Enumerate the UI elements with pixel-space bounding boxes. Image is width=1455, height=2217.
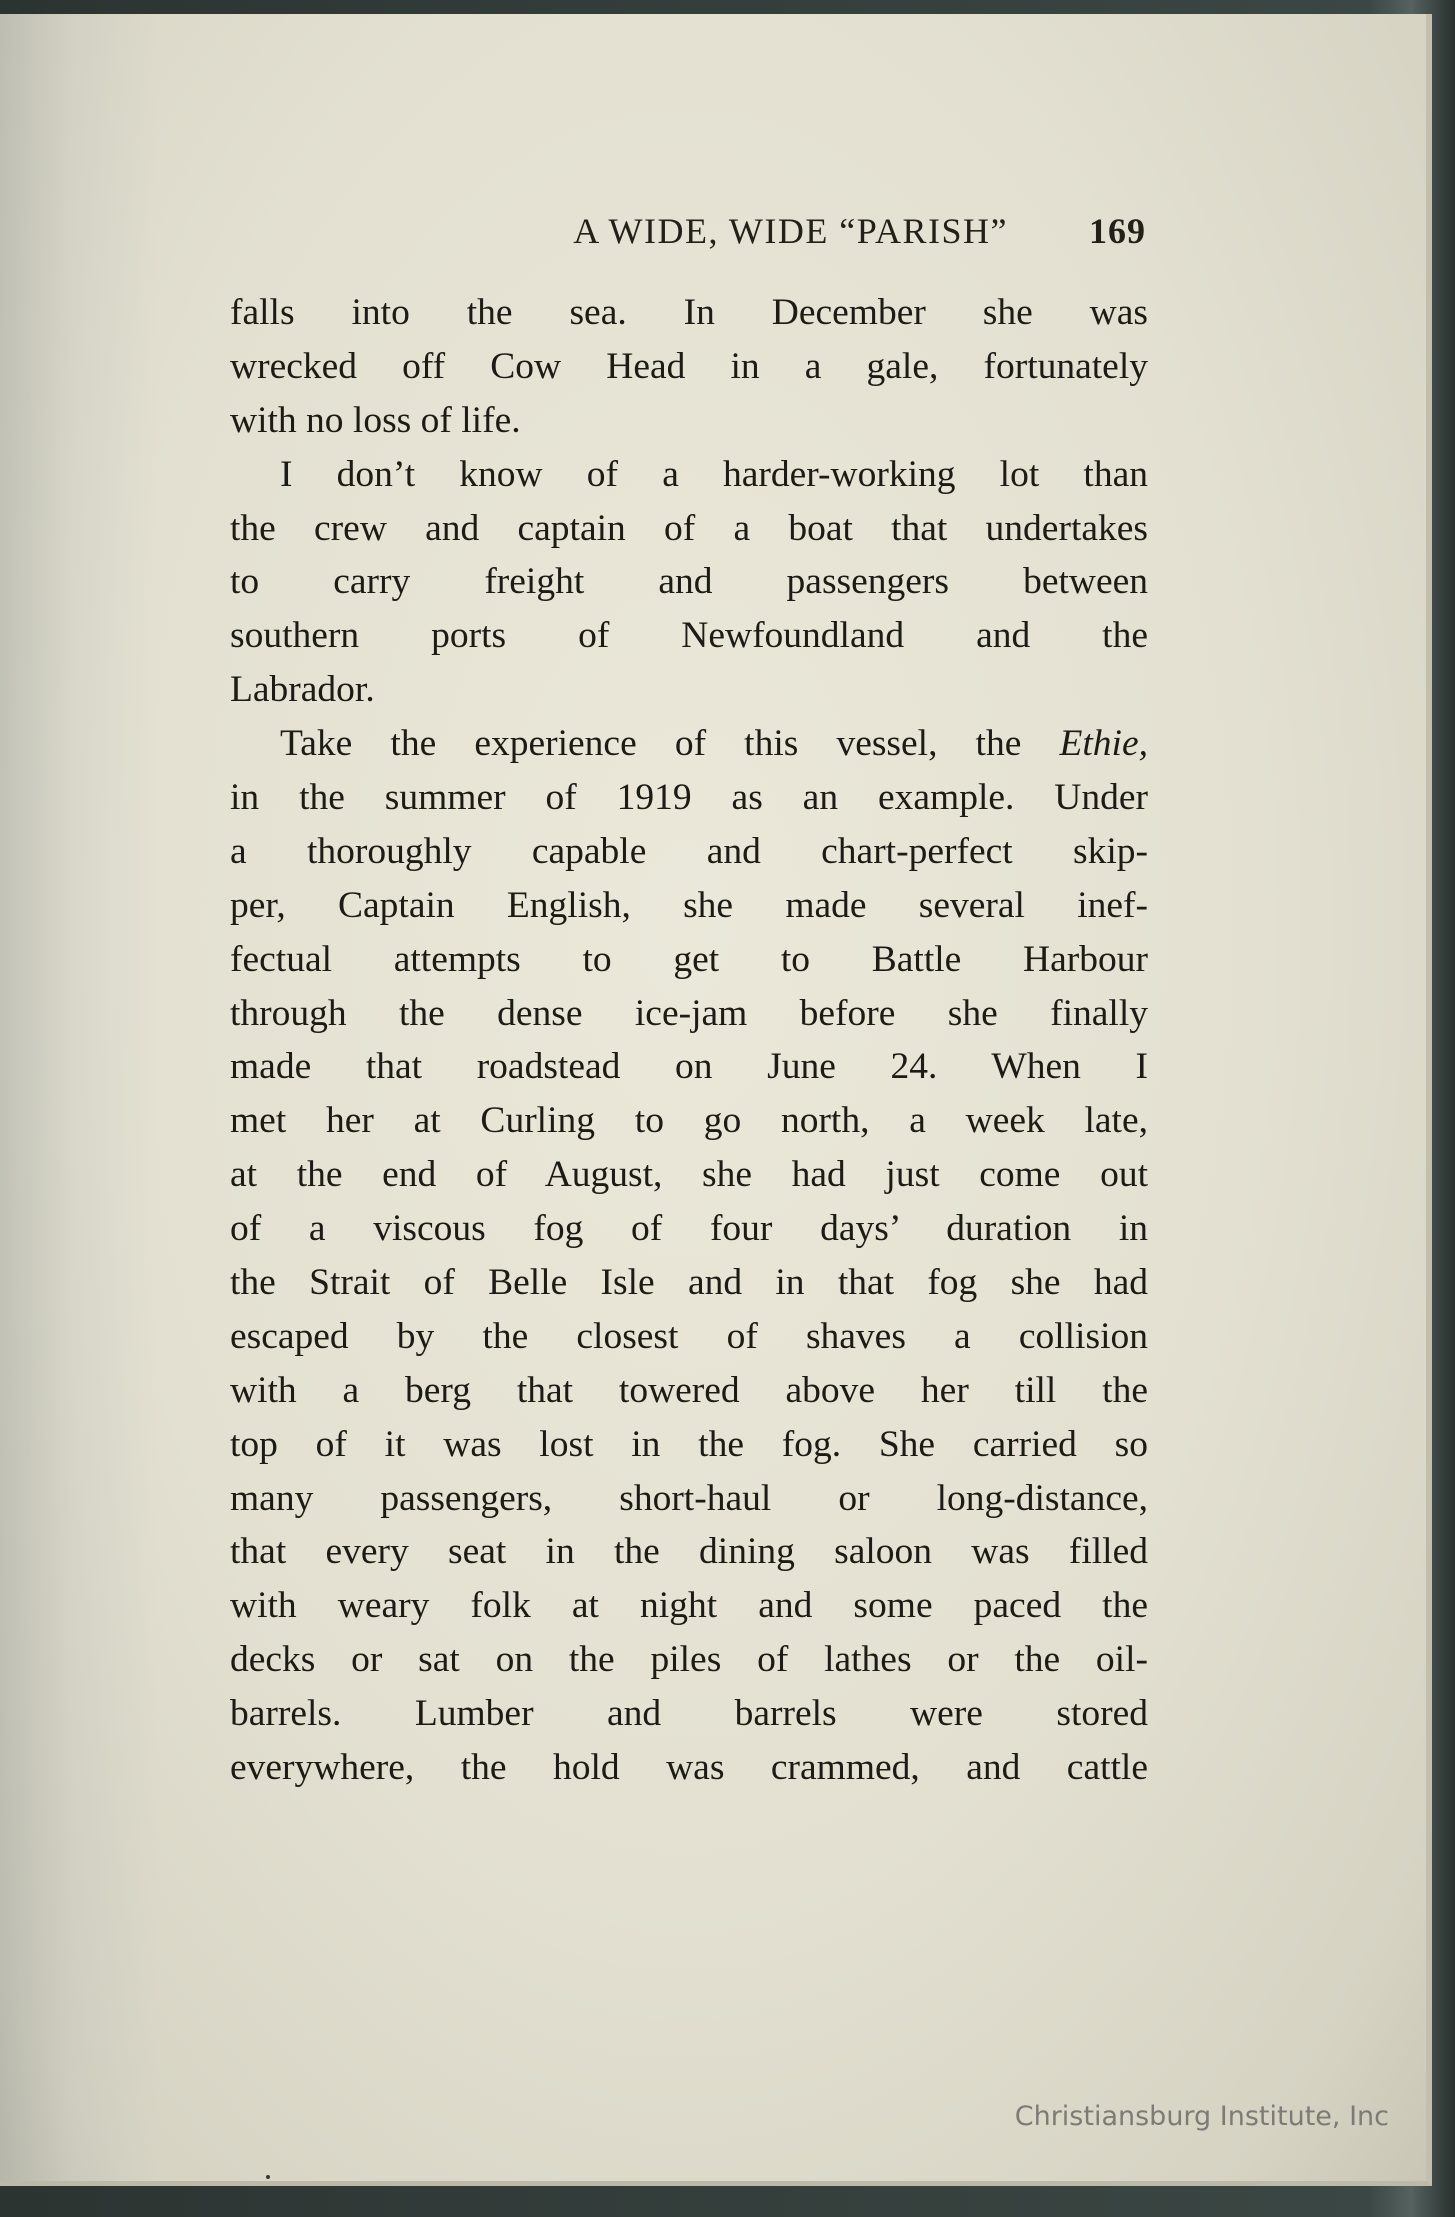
text-line: many passengers, short-haul or long-distance, <box>230 1477 1148 1519</box>
text-line: falls into the sea. In December she was <box>230 292 1148 333</box>
text-line: with a berg that towered above her till the <box>230 1369 1148 1411</box>
text-line: the Strait of Belle Isle and in that fog she had <box>230 1262 1148 1304</box>
watermark: Christiansburg Institute, Inc <box>1014 2101 1389 2132</box>
text-line: decks or sat on the piles of lathes or the oil- <box>230 1639 1148 1681</box>
text-line: barrels. Lumber and barrels were stored <box>230 1693 1148 1735</box>
text-line: through the dense ice-jam before she finally <box>230 992 1148 1034</box>
book-page <box>0 14 1432 2186</box>
text-line <box>230 717 1148 771</box>
page-number: 169 <box>1089 211 1146 251</box>
text-line: at the end of August, she had just come out <box>230 1154 1148 1196</box>
text-line: made that roadstead on June 24. When I <box>230 1046 1148 1088</box>
text-line: fectual attempts to get to Battle Harbour <box>230 938 1148 980</box>
running-head <box>230 200 1148 260</box>
text-line: Labrador. <box>230 669 375 711</box>
text-line: the crew and captain of a boat that undertakes <box>230 507 1148 549</box>
text-line: southern ports of Newfoundland and the <box>230 615 1148 657</box>
text-segment: Take the experience of this vessel, the <box>280 723 1022 765</box>
text-line: I don’t know of a harder-working lot than <box>280 453 1148 495</box>
text-line: of a viscous fog of four days’ duration in <box>230 1208 1148 1250</box>
ship-name-italic: Ethie, <box>1059 723 1148 765</box>
text-line: in the summer of 1919 as an example. Under <box>230 777 1148 819</box>
text-line: a thoroughly capable and chart-perfect skip- <box>230 830 1148 872</box>
body-text <box>230 286 1148 1795</box>
running-title: A WIDE, WIDE “PARISH” <box>573 211 1008 251</box>
text-line: top of it was lost in the fog. She carried so <box>230 1423 1148 1465</box>
text-line: escaped by the closest of shaves a collision <box>230 1315 1148 1357</box>
text-line: with no loss of life. <box>230 399 521 441</box>
text-line: everywhere, the hold was crammed, and cattle <box>230 1747 1148 1789</box>
text-line: to carry freight and passengers between <box>230 561 1148 603</box>
gutter-shadow <box>0 14 160 2181</box>
paper-speck <box>266 2175 270 2179</box>
text-line: that every seat in the dining saloon was filled <box>230 1531 1148 1573</box>
text-line: per, Captain English, she made several inef- <box>230 884 1148 926</box>
text-line: with weary folk at night and some paced the <box>230 1585 1148 1627</box>
text-line: wrecked off Cow Head in a gale, fortunately <box>230 345 1148 387</box>
text-line: met her at Curling to go north, a week late, <box>230 1100 1148 1142</box>
